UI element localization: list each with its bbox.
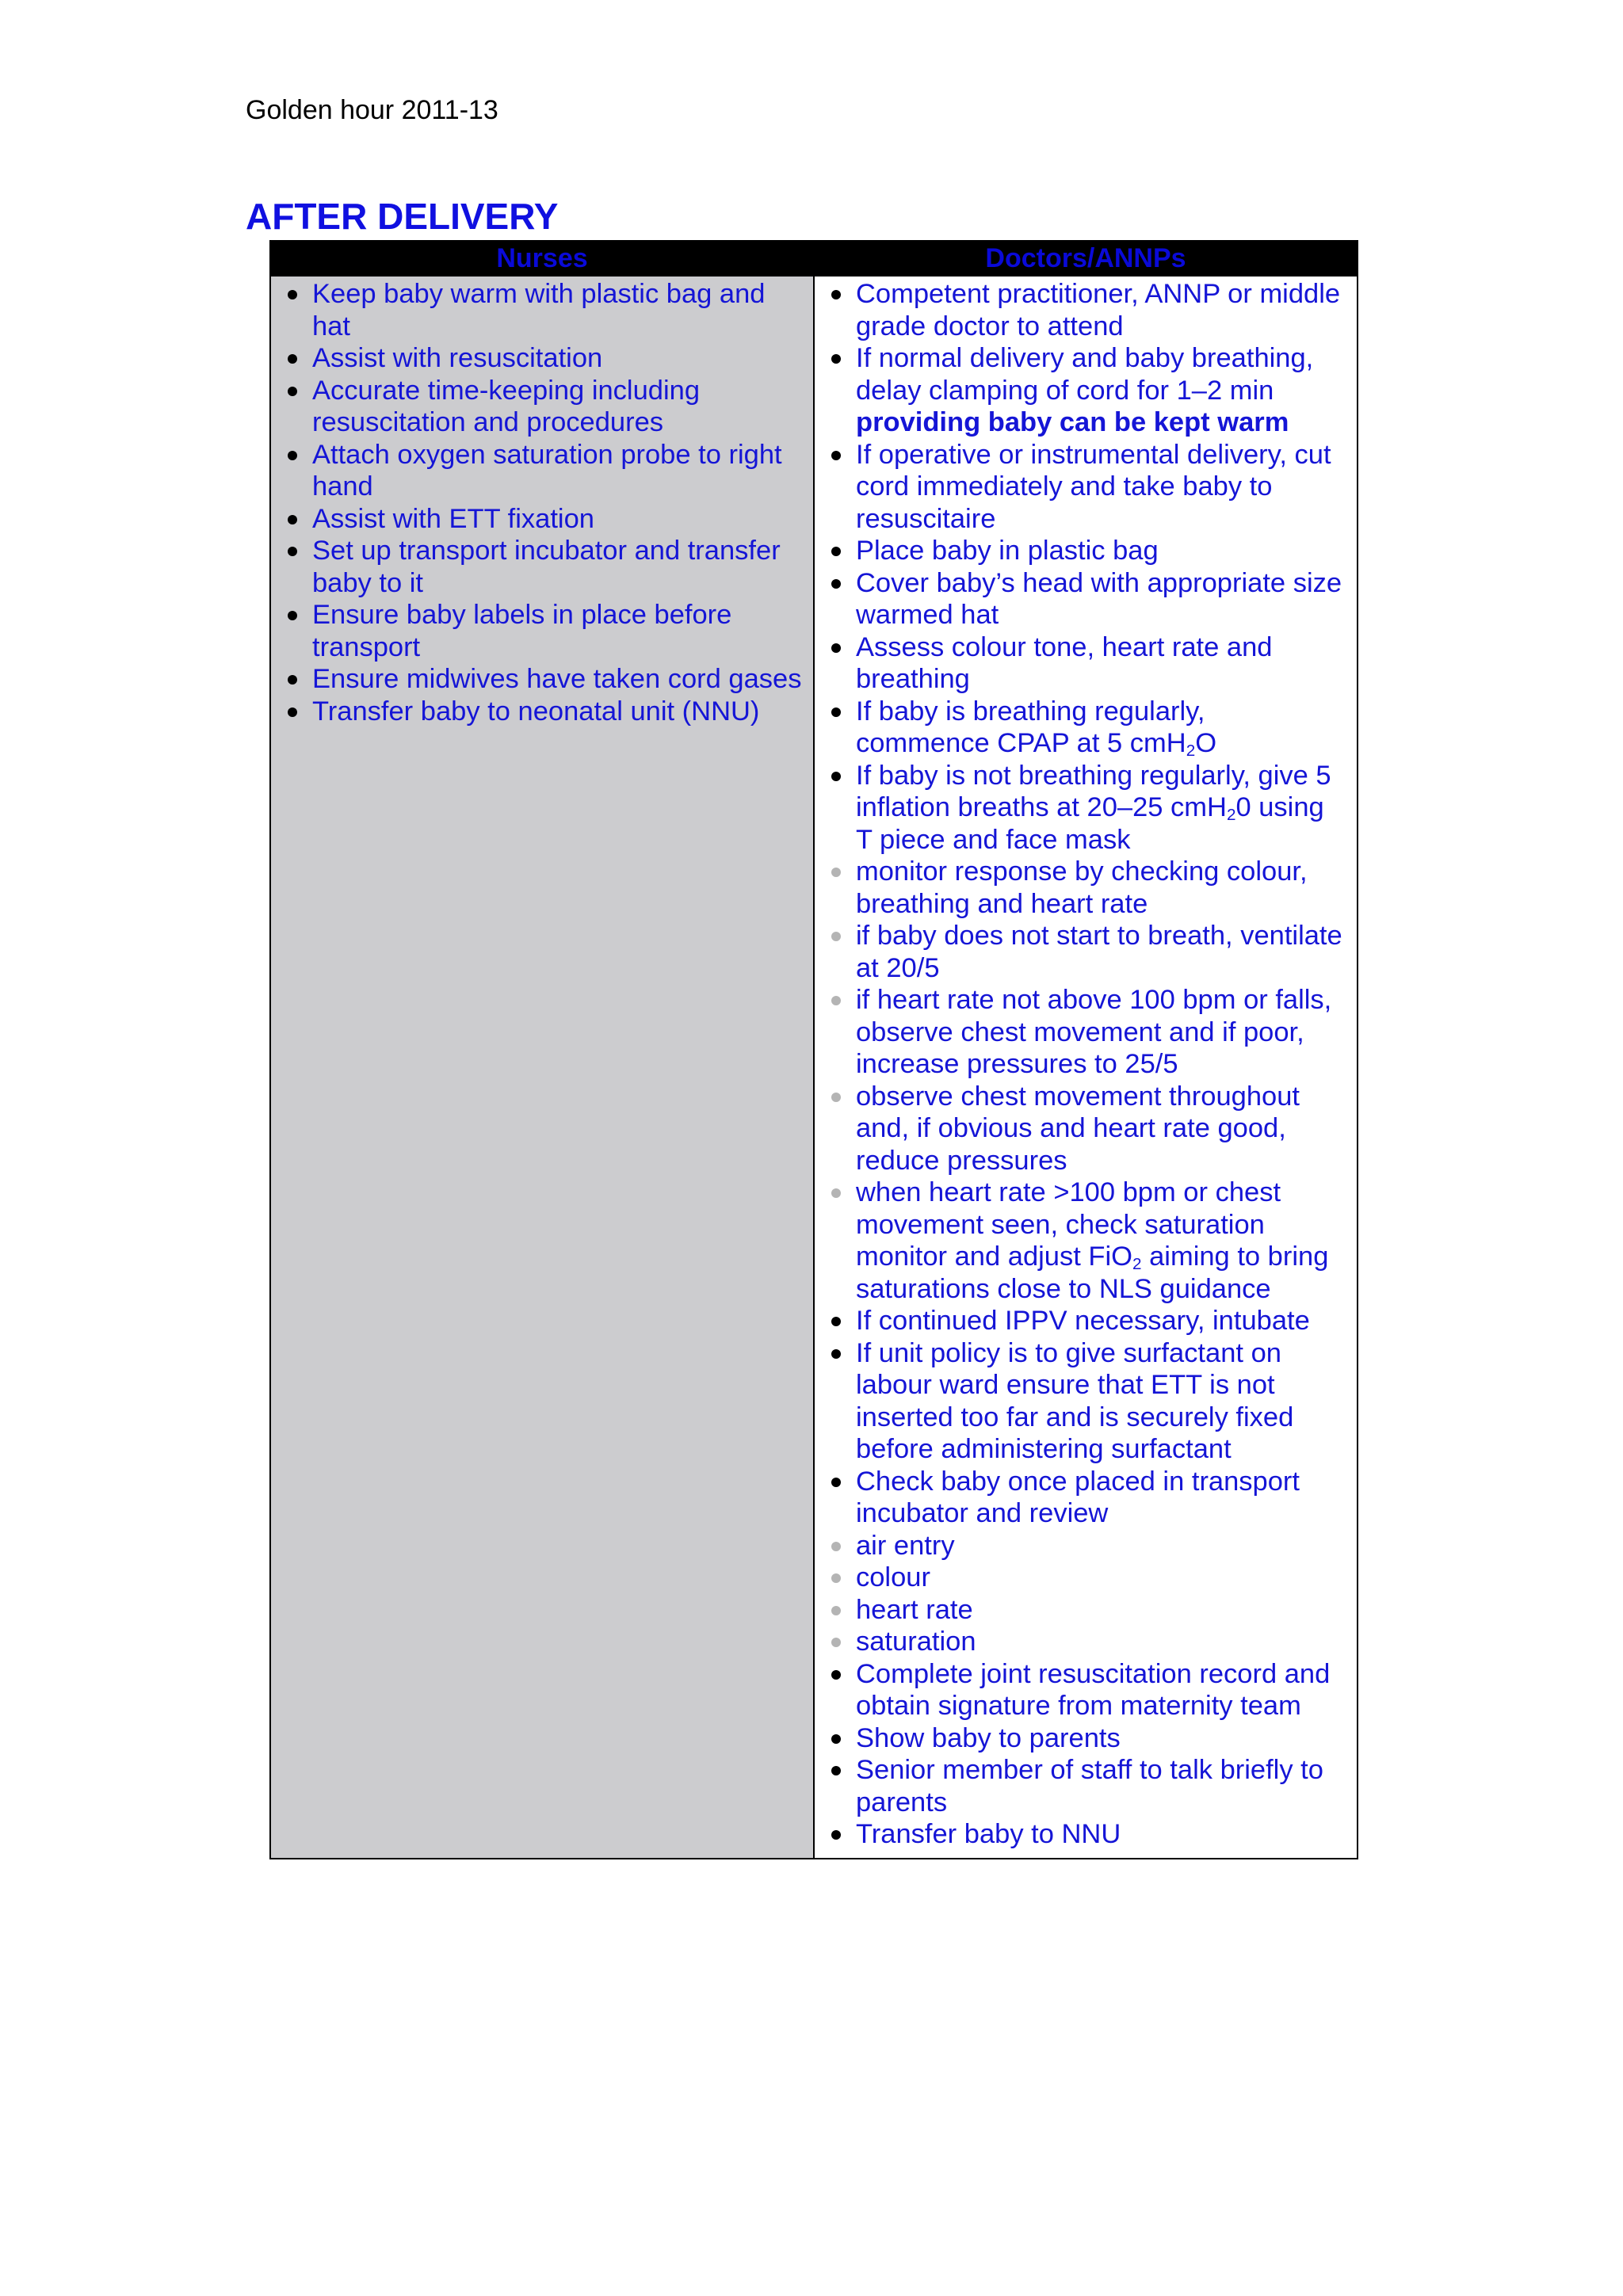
list-item: observe chest movement throughout and, if obvious and heart rate good, reduce pressures bbox=[815, 1081, 1357, 1177]
list-item: colour bbox=[815, 1562, 1357, 1594]
list-item: Keep baby warm with plastic bag and hat bbox=[271, 278, 813, 342]
list-item: Show baby to parents bbox=[815, 1722, 1357, 1755]
bullet-icon bbox=[288, 707, 297, 717]
bullet-icon bbox=[831, 996, 841, 1005]
bullet-icon bbox=[831, 354, 841, 364]
bullet-icon bbox=[831, 868, 841, 877]
list-item: when heart rate >100 bpm or chest movement seen, check saturation monitor and adjust FiO$_2$ aiming to bring saturations close to NLS guidance bbox=[815, 1177, 1357, 1305]
list-item: Transfer baby to NNU bbox=[815, 1818, 1357, 1851]
list-item: if baby does not start to breath, ventilate at 20/5 bbox=[815, 920, 1357, 984]
after-delivery-table bbox=[269, 240, 1358, 1859]
bullet-icon bbox=[831, 1093, 841, 1102]
bullet-icon bbox=[831, 643, 841, 653]
running-header: Golden hour 2011-13 bbox=[246, 95, 498, 125]
bullet-icon bbox=[831, 707, 841, 717]
list-item: air entry bbox=[815, 1530, 1357, 1562]
bullet-icon bbox=[288, 451, 297, 460]
nurses-column bbox=[270, 276, 814, 1859]
list-item: Attach oxygen saturation probe to right hand bbox=[271, 439, 813, 503]
list-item: Cover baby’s head with appropriate size warmed hat bbox=[815, 567, 1357, 631]
table-header-row bbox=[270, 241, 1358, 276]
bullet-icon bbox=[288, 354, 297, 364]
list-item: If operative or instrumental delivery, cut cord immediately and take baby to resuscitaire bbox=[815, 439, 1357, 536]
bullet-icon bbox=[831, 932, 841, 941]
list-item: Ensure baby labels in place before transport bbox=[271, 599, 813, 663]
list-item: Place baby in plastic bag bbox=[815, 535, 1357, 567]
list-item: heart rate bbox=[815, 1594, 1357, 1627]
column-header-nurses: Nurses bbox=[270, 241, 814, 276]
list-item: Ensure midwives have taken cord gases bbox=[271, 663, 813, 696]
list-item: If normal delivery and baby breathing, delay clamping of cord for 1–2 min providing baby can be kept warm bbox=[815, 342, 1357, 439]
list-item: If baby is breathing regularly, commence CPAP at 5 cmH$_2$O bbox=[815, 696, 1357, 760]
list-item: Competent practitioner, ANNP or middle grade doctor to attend bbox=[815, 278, 1357, 342]
list-item: monitor response by checking colour, breathing and heart rate bbox=[815, 856, 1357, 920]
column-header-doctors: Doctors/ANNPs bbox=[814, 241, 1358, 276]
bullet-icon bbox=[831, 1734, 841, 1744]
bullet-icon bbox=[831, 1188, 841, 1198]
list-item: if heart rate not above 100 bpm or falls, observe chest movement and if poor, increase pressures to 25/5 bbox=[815, 984, 1357, 1081]
list-item: Transfer baby to neonatal unit (NNU) bbox=[271, 696, 813, 728]
bullet-icon bbox=[288, 547, 297, 556]
bullet-icon bbox=[831, 1478, 841, 1487]
bullet-icon bbox=[831, 1670, 841, 1680]
list-item: If baby is not breathing regularly, give 5 inflation breaths at 20–25 cmH$_2$0 using T piece and face mask bbox=[815, 760, 1357, 856]
list-item: If unit policy is to give surfactant on labour ward ensure that ETT is not inserted too far and is securely fixed before administering surfactant bbox=[815, 1337, 1357, 1466]
list-item: saturation bbox=[815, 1626, 1357, 1658]
bullet-icon bbox=[831, 1542, 841, 1551]
list-item: Complete joint resuscitation record and obtain signature from maternity team bbox=[815, 1658, 1357, 1722]
list-item: Accurate time-keeping including resuscitation and procedures bbox=[271, 375, 813, 439]
emphasis-text: providing baby can be kept warm bbox=[856, 407, 1289, 437]
bullet-icon bbox=[831, 1830, 841, 1840]
bullet-icon bbox=[288, 515, 297, 524]
bullet-icon bbox=[831, 1573, 841, 1583]
nurses-list bbox=[271, 277, 813, 727]
bullet-icon bbox=[288, 290, 297, 299]
bullet-icon bbox=[831, 451, 841, 460]
list-item: If continued IPPV necessary, intubate bbox=[815, 1305, 1357, 1337]
list-item: Assist with resuscitation bbox=[271, 342, 813, 375]
bullet-icon bbox=[831, 772, 841, 781]
list-item: Assess colour tone, heart rate and breathing bbox=[815, 631, 1357, 696]
doctors-list bbox=[815, 277, 1357, 1851]
list-item: Check baby once placed in transport incubator and review bbox=[815, 1466, 1357, 1530]
list-item: Set up transport incubator and transfer baby to it bbox=[271, 535, 813, 599]
list-item: Assist with ETT fixation bbox=[271, 503, 813, 536]
bullet-icon bbox=[831, 290, 841, 299]
bullet-icon bbox=[288, 611, 297, 620]
bullet-icon bbox=[288, 675, 297, 685]
bullet-icon bbox=[288, 387, 297, 396]
bullet-icon bbox=[831, 1349, 841, 1359]
bullet-icon bbox=[831, 1317, 841, 1326]
doctors-column bbox=[814, 276, 1358, 1859]
bullet-icon bbox=[831, 547, 841, 556]
section-title: AFTER DELIVERY bbox=[246, 196, 559, 237]
list-item: Senior member of staff to talk briefly to parents bbox=[815, 1754, 1357, 1818]
bullet-icon bbox=[831, 1638, 841, 1647]
bullet-icon bbox=[831, 1606, 841, 1615]
table-body-row bbox=[270, 276, 1358, 1859]
bullet-icon bbox=[831, 1766, 841, 1775]
bullet-icon bbox=[831, 579, 841, 589]
